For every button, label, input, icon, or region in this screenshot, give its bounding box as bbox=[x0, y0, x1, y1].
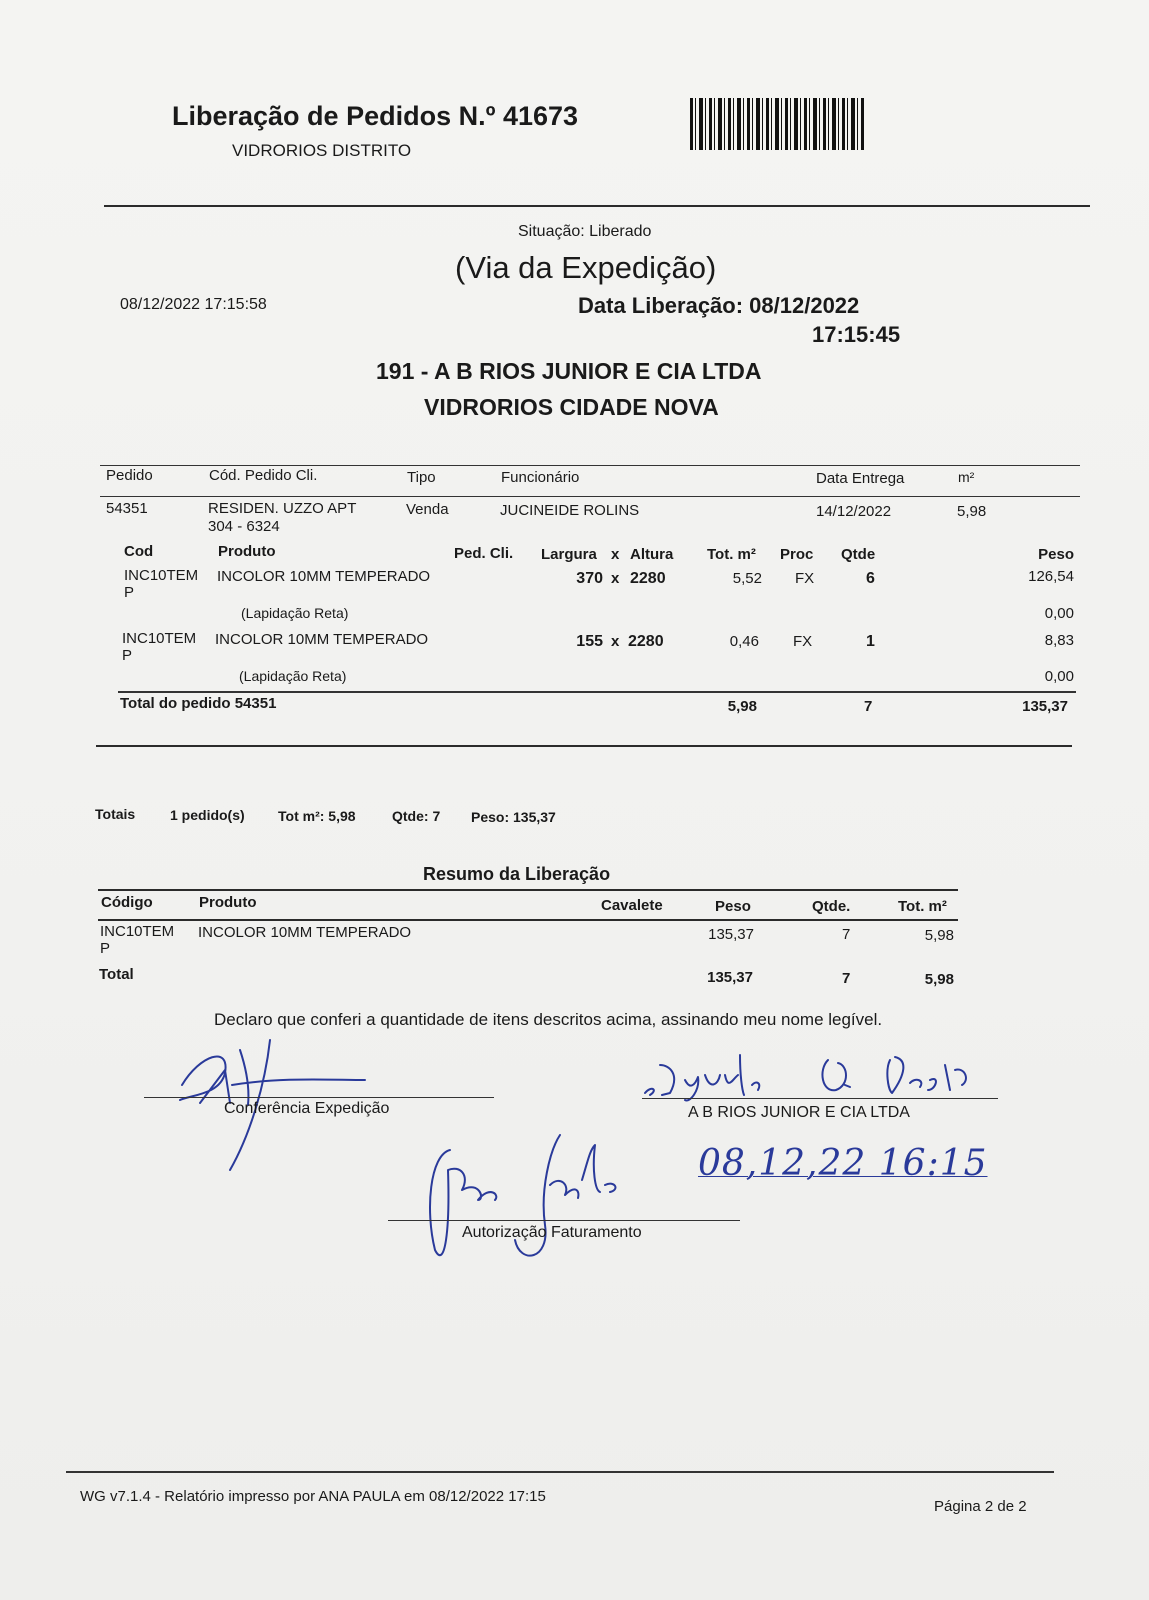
order-table-top-rule bbox=[100, 465, 1080, 466]
item-cod: INC10TEM bbox=[124, 567, 199, 584]
pedido-number: 54351 bbox=[106, 500, 148, 517]
resumo-row-codigo: INC10TEM bbox=[100, 923, 175, 940]
totais-pedidos: 1 pedido(s) bbox=[170, 807, 245, 823]
order-total-peso: 135,37 bbox=[1022, 698, 1068, 715]
col-header-largura: Largura bbox=[541, 546, 597, 563]
declaration-text: Declaro que conferi a quantidade de itens descritos acima, assinando meu nome legível. bbox=[214, 1010, 883, 1029]
cliente-label: A B RIOS JUNIOR E CIA LTDA bbox=[688, 1104, 910, 1121]
status-situacao: Situação: Liberado bbox=[518, 223, 652, 240]
resumo-total-peso: 135,37 bbox=[707, 969, 753, 986]
item-peso: 8,83 bbox=[1044, 632, 1074, 649]
item-x: x bbox=[611, 633, 620, 650]
resumo-row-peso: 135,37 bbox=[708, 926, 754, 943]
col-header-proc: Proc bbox=[780, 546, 814, 563]
cod-pedido-cli-line2: 304 - 6324 bbox=[208, 518, 280, 535]
col-header-peso: Peso bbox=[1038, 546, 1074, 563]
col-header-pedido: Pedido bbox=[106, 467, 153, 484]
item-proc: FX bbox=[793, 633, 813, 650]
resumo-col-cavalete: Cavalete bbox=[601, 897, 663, 914]
item-sub-peso: 0,00 bbox=[1044, 605, 1074, 622]
item-produto: INCOLOR 10MM TEMPERADO bbox=[217, 568, 431, 585]
col-header-x: x bbox=[611, 546, 620, 563]
resumo-row-produto: INCOLOR 10MM TEMPERADO bbox=[198, 924, 412, 941]
footer-rule bbox=[66, 1471, 1054, 1473]
col-header-tot-m2: Tot. m² bbox=[707, 546, 756, 563]
resumo-col-codigo: Código bbox=[101, 894, 153, 911]
signature-autorizacao bbox=[420, 1130, 630, 1270]
document-title: Liberação de Pedidos N.º 41673 bbox=[172, 101, 579, 131]
item-proc: FX bbox=[795, 570, 815, 587]
via-label: (Via da Expedição) bbox=[455, 250, 717, 285]
col-header-cod-pedido-cli: Cód. Pedido Cli. bbox=[209, 467, 318, 484]
cliente-line bbox=[642, 1098, 998, 1099]
signature-cliente bbox=[640, 1045, 1000, 1105]
resumo-row-tot-m2: 5,98 bbox=[924, 927, 954, 944]
item-x: x bbox=[611, 570, 620, 587]
col-header-qtde: Qtde bbox=[841, 546, 876, 563]
resumo-total-tot-m2: 5,98 bbox=[924, 971, 954, 988]
autorizacao-line bbox=[388, 1220, 740, 1221]
col-header-altura: Altura bbox=[630, 546, 674, 563]
data-entrega-value: 14/12/2022 bbox=[816, 503, 892, 520]
col-header-produto: Produto bbox=[218, 543, 276, 560]
item-altura: 2280 bbox=[630, 570, 666, 587]
resumo-col-tot-m2: Tot. m² bbox=[898, 898, 947, 915]
conferencia-line bbox=[144, 1097, 494, 1098]
order-total-m2: 5,98 bbox=[727, 698, 757, 715]
item-cod-wrap: P bbox=[124, 584, 135, 601]
item-sub-process: (Lapidação Reta) bbox=[239, 668, 347, 684]
handwritten-date: 08,12,22 16:15 bbox=[698, 1143, 988, 1184]
totais-tot-m2: Tot m²: 5,98 bbox=[278, 808, 356, 824]
col-header-ped-cli: Ped. Cli. bbox=[454, 545, 514, 562]
section-divider bbox=[96, 745, 1072, 747]
totais-peso: Peso: 135,37 bbox=[471, 809, 556, 825]
client-name: 191 - A B RIOS JUNIOR E CIA LTDA bbox=[376, 358, 762, 384]
resumo-top-rule bbox=[98, 889, 958, 891]
item-tot-m2: 5,52 bbox=[732, 570, 762, 587]
autorizacao-label: Autorização Faturamento bbox=[462, 1224, 642, 1241]
order-total-label: Total do pedido 54351 bbox=[120, 695, 277, 712]
item-tot-m2: 0,46 bbox=[729, 633, 759, 650]
conferencia-label: Conferência Expedição bbox=[224, 1100, 390, 1117]
item-altura: 2280 bbox=[628, 633, 664, 650]
resumo-header-rule bbox=[98, 919, 958, 921]
funcionario-value: JUCINEIDE ROLINS bbox=[500, 502, 640, 519]
resumo-row-codigo-wrap: P bbox=[100, 940, 111, 957]
col-header-tipo: Tipo bbox=[407, 469, 436, 486]
header-divider bbox=[104, 205, 1090, 207]
resumo-col-qtde: Qtde. bbox=[812, 898, 851, 915]
order-total-qtde: 7 bbox=[864, 698, 873, 715]
resumo-col-peso: Peso bbox=[715, 898, 751, 915]
order-table-header-rule bbox=[100, 496, 1080, 497]
col-header-funcionario: Funcionário bbox=[501, 469, 580, 486]
item-cod: INC10TEM bbox=[122, 630, 197, 647]
item-largura: 155 bbox=[576, 633, 603, 650]
data-liberacao-time: 17:15:45 bbox=[812, 322, 901, 347]
company-name: VIDRORIOS DISTRITO bbox=[232, 141, 412, 160]
barcode bbox=[690, 98, 864, 150]
totais-qtde: Qtde: 7 bbox=[392, 808, 441, 824]
data-liberacao: Data Liberação: 08/12/2022 bbox=[578, 293, 860, 318]
order-total-rule bbox=[118, 691, 1076, 693]
totais-label: Totais bbox=[95, 806, 136, 822]
footer-page-number: Página 2 de 2 bbox=[934, 1498, 1027, 1515]
col-header-cod: Cod bbox=[124, 543, 154, 560]
resumo-title: Resumo da Liberação bbox=[423, 864, 611, 884]
client-branch: VIDRORIOS CIDADE NOVA bbox=[424, 394, 719, 420]
col-header-data-entrega: Data Entrega bbox=[816, 470, 905, 487]
footer-report-line: WG v7.1.4 - Relatório impresso por ANA PAULA em 08/12/2022 17:15 bbox=[80, 1488, 546, 1505]
cod-pedido-cli-line1: RESIDEN. UZZO APT bbox=[208, 500, 357, 517]
item-largura: 370 bbox=[576, 570, 603, 587]
item-produto: INCOLOR 10MM TEMPERADO bbox=[215, 631, 429, 648]
item-qtde: 6 bbox=[866, 570, 875, 587]
item-peso: 126,54 bbox=[1028, 568, 1074, 585]
resumo-row-qtde: 7 bbox=[842, 926, 851, 943]
resumo-col-produto: Produto bbox=[199, 894, 257, 911]
print-datetime: 08/12/2022 17:15:58 bbox=[120, 296, 267, 313]
tipo-value: Venda bbox=[406, 501, 449, 518]
m2-value: 5,98 bbox=[957, 503, 987, 520]
resumo-total-label: Total bbox=[99, 966, 134, 983]
item-qtde: 1 bbox=[866, 633, 875, 650]
resumo-total-qtde: 7 bbox=[842, 970, 851, 987]
item-sub-process: (Lapidação Reta) bbox=[241, 605, 349, 621]
col-header-m2: m² bbox=[958, 469, 975, 485]
item-cod-wrap: P bbox=[122, 647, 133, 664]
item-sub-peso: 0,00 bbox=[1044, 668, 1074, 685]
